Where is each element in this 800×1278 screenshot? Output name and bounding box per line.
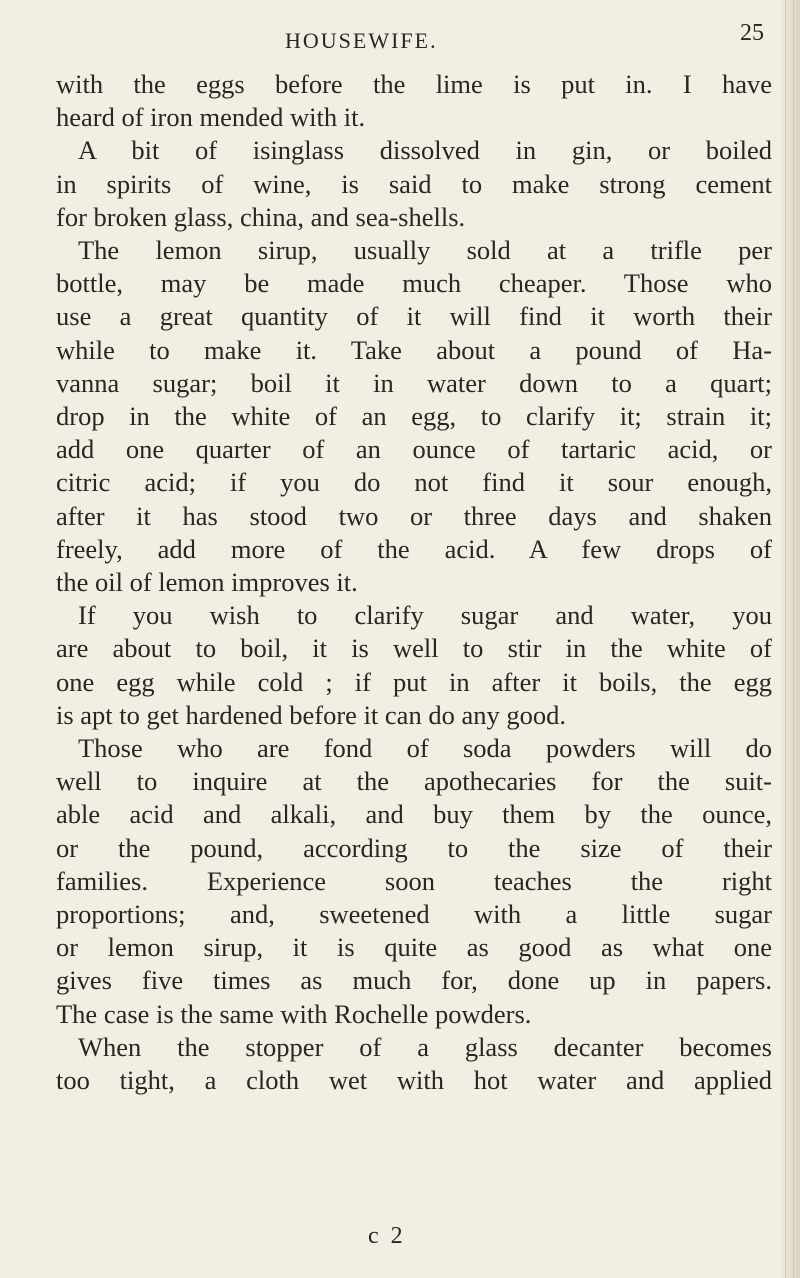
text-line: one egg while cold ; if put in after it boils, the egg [56,666,772,697]
text-line: well to inquire at the apothecaries for the suit- [56,766,772,797]
text-line: A bit of isinglass dissolved in gin, or boiled [78,135,772,166]
text-line: in spirits of wine, is said to make strong cement [56,168,772,199]
text-line: bottle, may be made much cheaper. Those who [56,268,772,299]
text-line: are about to boil, it is well to stir in the white of [56,633,772,664]
text-line: The case is the same with Rochelle powders. [56,998,532,1029]
running-head: HOUSEWIFE. [285,28,438,53]
text-line: with the eggs before the lime is put in. I have [56,69,772,99]
text-line: or lemon sirup, it is quite as good as what one [56,932,772,963]
text-line: or the pound, according to the size of their [56,832,772,863]
text-line: drop in the white of an egg, to clarify it; strain it; [56,401,772,432]
text-line: gives five times as much for, done up in papers. [56,965,772,996]
text-line: freely, add more of the acid. A few drops of [56,533,772,564]
text-line: add one quarter of an ounce of tartaric acid, or [56,434,772,465]
page-edge-shadow [778,0,800,1278]
text-line: heard of iron mended with it. [56,102,366,133]
page-number: 25 [740,20,764,46]
text-line: families. Experience soon teaches the right [56,865,772,896]
text-line: the oil of lemon improves it. [56,567,358,598]
signature-mark: c 2 [368,1223,406,1249]
text-line: after it has stood two or three days and shaken [56,500,772,531]
text-line: The lemon sirup, usually sold at a trifle per [78,235,772,266]
text-line: When the stopper of a glass decanter becomes [78,1031,772,1062]
text-line: If you wish to clarify sugar and water, you [78,600,772,631]
body-text [56,68,772,1097]
text-line: citric acid; if you do not find it sour enough, [56,467,772,498]
text-line: use a great quantity of it will find it worth their [56,301,772,332]
text-line: is apt to get hardened before it can do any good. [56,699,566,730]
text-line: vanna sugar; boil it in water down to a quart; [56,367,772,398]
text-line: able acid and alkali, and buy them by the ounce, [56,799,772,830]
text-line: proportions; and, sweetened with a little sugar [56,899,772,930]
page-edge-line [793,0,794,1278]
text-line: while to make it. Take about a pound of Ha- [56,334,772,365]
text-line: too tight, a cloth wet with hot water and applied [56,1065,772,1096]
page-edge-line [785,0,786,1278]
text-line: Those who are fond of soda powders will do [78,733,772,764]
text-line: for broken glass, china, and sea-shells. [56,201,466,232]
